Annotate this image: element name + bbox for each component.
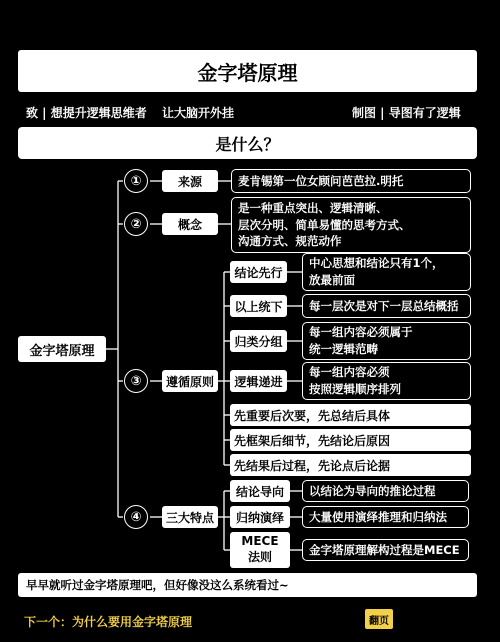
branch-1-number: ①	[124, 169, 148, 193]
header-slogan: 让大脑开外挂	[162, 106, 235, 120]
feature-detail: 金字塔原理解构过程是MECE	[302, 539, 469, 561]
branch-2-detail-line: 沟通方式、规范动作	[238, 234, 342, 249]
principle-detail-line: 每一组内容必须属于	[309, 325, 413, 340]
principle-detail-line: 中心思想和结论只有1个，	[309, 256, 444, 271]
rule-item: 先结果后过程，先论点后论据	[230, 454, 471, 476]
feature-detail: 以结论为导向的推论过程	[302, 480, 469, 502]
principle-label: 逻辑递进	[230, 370, 287, 392]
feature-label-line: 法则	[247, 550, 272, 564]
feature-label: 结论导向	[230, 480, 290, 502]
branch-3-label: 遵循原则	[162, 370, 218, 392]
principle-label: 归类分组	[230, 330, 287, 352]
feature-label: 归纳演绎	[230, 506, 290, 528]
header-credit: 制图 | 导图有了逻辑	[352, 106, 461, 120]
page-title: 金字塔原理	[18, 50, 477, 92]
branch-3-number: ③	[124, 369, 148, 393]
feature-label-line: MECE	[241, 534, 279, 549]
feature-detail: 大量使用演绎推理和归纳法	[302, 506, 469, 528]
branch-4-label: 三大特点	[162, 506, 218, 528]
branch-2-label: 概念	[162, 213, 218, 235]
feature-label	[230, 532, 290, 568]
footer-note: 早早就听过金字塔原理吧，但好像没这么系统看过~	[18, 573, 477, 597]
rule-item: 先框架后细节，先结论后原因	[230, 429, 471, 451]
branch-1-label: 来源	[162, 170, 218, 192]
branch-2-detail-line: 是一种重点突出、逻辑清晰、	[238, 200, 388, 215]
branch-2-detail-line: 层次分明、简单易懂的思考方式、	[238, 217, 411, 232]
principle-detail	[302, 253, 471, 291]
branch-4-number: ④	[124, 505, 148, 529]
section-title: 是什么？	[18, 127, 477, 159]
principle-detail-line: 放最前面	[309, 273, 355, 287]
next-link[interactable]: 下一个：为什么要用金字塔原理	[24, 615, 193, 629]
branch-1-detail: 麦肯锡第一位女顾问芭芭拉.明托	[231, 169, 471, 193]
principle-detail-line: 按照逻辑顺序排列	[309, 382, 401, 396]
header-audience: 致 | 想提升逻辑思维者	[26, 106, 147, 120]
principle-detail-line: 每一组内容必须	[309, 365, 390, 380]
principle-detail-line: 统一逻辑范畴	[309, 342, 378, 356]
principle-detail	[302, 322, 471, 360]
branch-2-detail	[231, 197, 471, 253]
principle-detail: 每一层次是对下一层总结概括	[302, 294, 471, 318]
flip-page-button[interactable]: 翻页	[365, 609, 393, 629]
principle-label: 以上统下	[230, 295, 287, 317]
principle-label: 结论先行	[230, 261, 287, 283]
rule-item: 先重要后次要，先总结后具体	[230, 404, 471, 426]
branch-2-number: ②	[124, 212, 148, 236]
principle-detail	[302, 362, 471, 400]
root-node: 金字塔原理	[18, 336, 106, 362]
